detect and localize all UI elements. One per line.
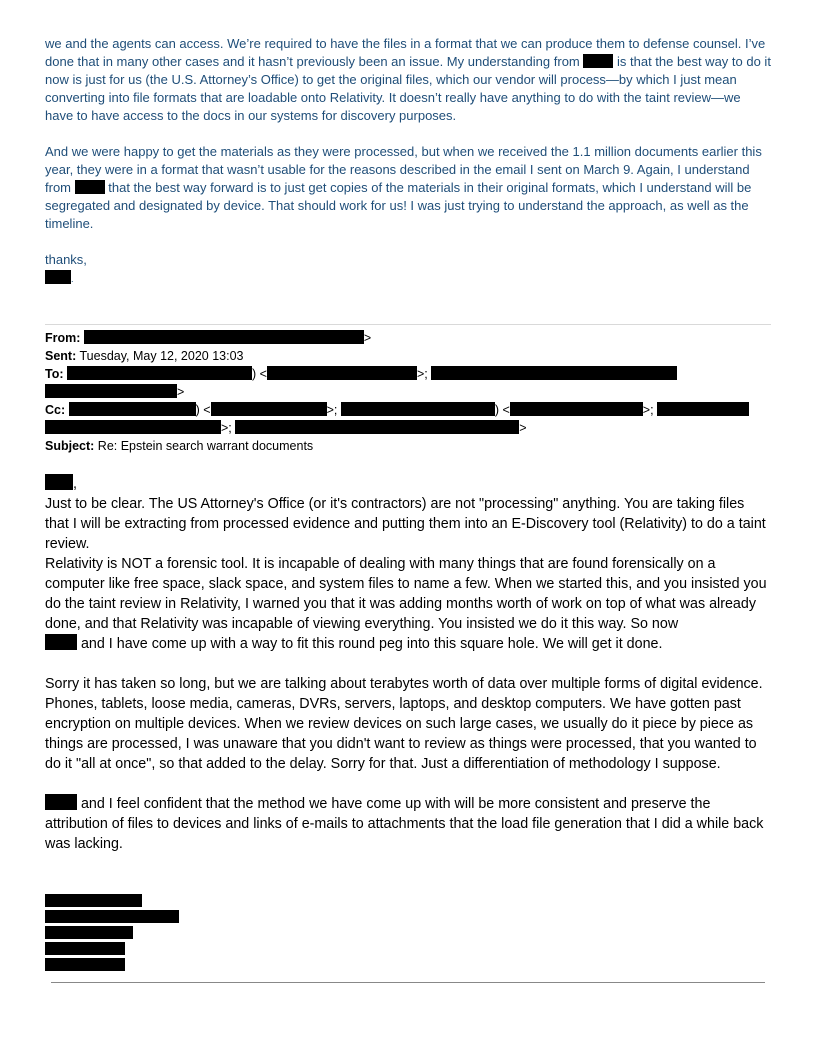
redaction-block bbox=[45, 420, 221, 434]
redaction-block bbox=[45, 474, 73, 490]
reply-p2-text-a: Relativity is NOT a forensic tool. It is incapable of dealing with many things that are found forensically on a computer like free space, slack space, and system files to name a few. When we started this, and you insisted you do the taint review in Relativity, I warned you that it was adding months worth of work on top of what was already done, and that Relativity was incapable of viewing everything. You insisted we do it this way. So now bbox=[45, 556, 767, 632]
redaction-block bbox=[45, 910, 179, 923]
redaction-block bbox=[431, 366, 677, 380]
greeting-tail: , bbox=[73, 476, 77, 492]
bottom-rule bbox=[51, 982, 765, 983]
from-gt: > bbox=[363, 331, 372, 345]
redaction-block bbox=[657, 402, 749, 416]
sent-line bbox=[45, 347, 771, 365]
quoted-email-body bbox=[45, 35, 771, 288]
redaction-block bbox=[45, 794, 77, 810]
cc-sep-4: >; bbox=[642, 403, 654, 417]
redaction-block bbox=[235, 420, 519, 434]
redaction-block bbox=[45, 634, 77, 650]
subject-line bbox=[45, 437, 771, 455]
to-line-continued bbox=[45, 383, 771, 401]
redaction-block bbox=[45, 270, 71, 284]
redaction-block bbox=[45, 384, 177, 398]
reply-p2-text-b: and I have come up with a way to fit this round peg into this square hole. We will get it done. bbox=[80, 636, 663, 652]
from-label: From: bbox=[45, 331, 81, 345]
reply-paragraph-1: Just to be clear. The US Attorney's Office (or it's contractors) are not "processing" anything. You are taking files that I will be extracting from processed evidence and putting them into an E-Discovery tool (Relativity) to do a taint review. bbox=[45, 496, 766, 552]
redaction-block bbox=[267, 366, 417, 380]
email-header bbox=[45, 329, 771, 455]
cc-sep-5: >; bbox=[221, 421, 232, 435]
redaction-block bbox=[69, 402, 196, 416]
reply-p4-text: and I feel confident that the method we have come up with will be more consistent and preserve the attribution of files to devices and links of e-mails to attachments that the load file generation that I did a while back was lacking. bbox=[45, 796, 764, 852]
quoted-p1-text-b: is that the best way to do it now is just for us (the U.S. Attorney’s Office) to get the original files, which our vendor will process—by which I just mean converting into file formats that are loadable onto Relativity. It doesn’t really have anything to do with the taint review—we have to have access to the docs in our systems for discovery purposes. bbox=[45, 54, 771, 123]
quoted-signoff bbox=[45, 269, 771, 288]
to-sep-1: ) < bbox=[252, 367, 267, 381]
quoted-p2-text-a: And we were happy to get the materials as they were processed, but when we received the 1.1 million documents earlier this year, they were in a format that wasn’t usable for the reasons described in the email I sent on March 9. Again, I understand from bbox=[45, 144, 762, 195]
sent-value: Tuesday, May 12, 2020 13:03 bbox=[79, 349, 244, 363]
reply-body bbox=[45, 474, 771, 854]
quoted-closing: thanks, bbox=[45, 252, 87, 267]
reply-paragraph-2 bbox=[45, 554, 771, 654]
redaction-block bbox=[45, 958, 125, 971]
cc-gt: > bbox=[519, 421, 527, 435]
redaction-block bbox=[510, 402, 643, 416]
sent-label: Sent: bbox=[45, 349, 77, 363]
to-label: To: bbox=[45, 367, 64, 381]
redaction-block bbox=[67, 366, 252, 380]
redaction-block bbox=[45, 942, 125, 955]
cc-sep-1: ) < bbox=[195, 403, 211, 417]
redaction-block bbox=[45, 926, 133, 939]
from-line bbox=[45, 329, 771, 347]
to-gt: > bbox=[177, 385, 185, 399]
redaction-block bbox=[45, 894, 142, 907]
redaction-block bbox=[341, 402, 495, 416]
cc-sep-2: >; bbox=[326, 403, 338, 417]
subject-value: Re: Epstein search warrant documents bbox=[97, 439, 314, 453]
redaction-block bbox=[84, 330, 364, 344]
to-line bbox=[45, 365, 771, 383]
header-separator bbox=[45, 324, 771, 325]
redaction-block bbox=[75, 180, 105, 194]
signature-block bbox=[45, 894, 179, 974]
redaction-block bbox=[211, 402, 327, 416]
quoted-p2-text-b: that the best way forward is to just get copies of the materials in their original formats, which I understand will be segregated and designated by device. That should work for us! I was just trying to understand the approach, as well as the timeline. bbox=[45, 180, 752, 231]
subject-label: Subject: bbox=[45, 439, 95, 453]
quoted-paragraph-2 bbox=[45, 143, 771, 233]
quoted-paragraph-1 bbox=[45, 35, 771, 125]
cc-sep-3: ) < bbox=[494, 403, 510, 417]
to-sep-2: >; bbox=[416, 367, 428, 381]
quoted-p1-text-a: we and the agents can access. We’re required to have the files in a format that we can produce them to defense counsel. I’ve done that in many other cases and it hasn’t previously been an issue. My understanding from bbox=[45, 36, 766, 69]
reply-paragraph-4 bbox=[45, 794, 771, 854]
cc-line bbox=[45, 401, 771, 419]
cc-line-continued bbox=[45, 419, 771, 437]
redaction-block bbox=[583, 54, 613, 68]
reply-greeting bbox=[45, 474, 771, 494]
cc-label: Cc: bbox=[45, 403, 66, 417]
signoff-tail: . bbox=[71, 274, 74, 284]
reply-paragraph-3: Sorry it has taken so long, but we are talking about terabytes worth of data over multiple forms of digital evidence. Phones, tablets, loose media, cameras, DVRs, servers, laptops, and desktop computers. We have gotten past encryption on multiple devices. When we review devices on such large cases, we usually do it piece by piece as things are processed, I was unaware that you didn't want to review as things were processed, that you wanted to do it "all at once", so that added to the delay. Sorry for that. Just a differentiation of methodology I suppose. bbox=[45, 676, 763, 772]
